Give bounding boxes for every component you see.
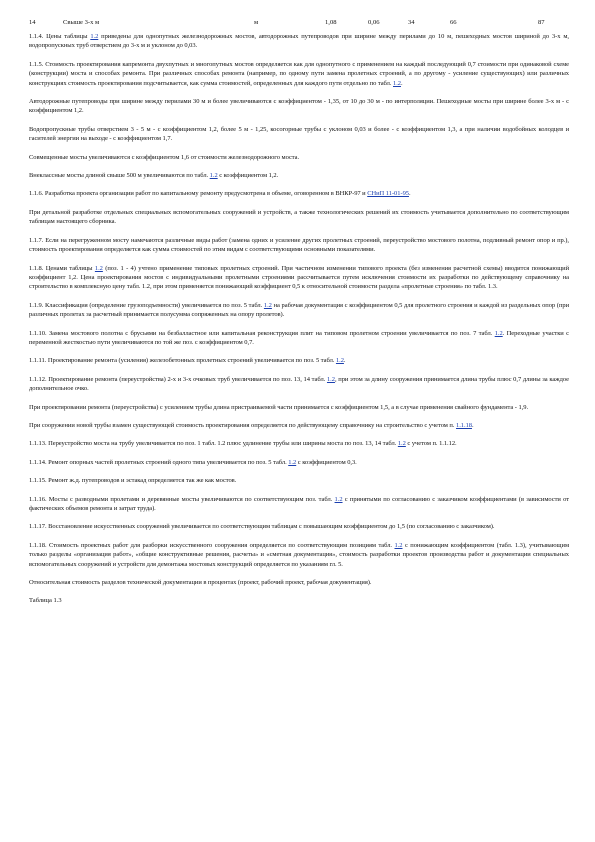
paragraph-text: .: [343, 357, 346, 365]
paragraph-text: При проектировании ремонта (переустройства) с усилением трубы длина пристраиваемой части принимается с коэффициентом 1,5, а в случае применения свайного фундамента - 1,9.: [29, 403, 529, 411]
paragraph-text: , при этом за длину сооружения принимается длина трубы плюс 0,7 длины за каждое дополнительное очко.: [29, 375, 569, 393]
paragraph-text: 1.1.7. Если на перегруженном мосту намечаются различные виды работ (замена одних и усиление других пролетных строений, переустройство мостового полотна, подливный ремонт опор и пр.), стоимость проектирования определяется как сумма стоимостей по этим видам с соответствующими основными показателями.: [29, 236, 569, 254]
paragraph: [29, 375, 569, 394]
paragraph-text: При детальной разработке отдельных специальных вспомогательных сооружений и устройств, а также технологических решений их стоимость учитывается дополнительно по соответствующим таблицам настоящего сборника.: [29, 208, 569, 226]
table-cell: Свыше 3-х м: [63, 19, 100, 26]
paragraph-text: Внеклассные мосты длиной свыше 500 м увеличиваются по табл.: [29, 172, 210, 180]
paragraph-text: 1.1.15. Ремонт ж.д. путепроводов и эстакад определяется так же как мостов.: [29, 477, 237, 485]
paragraph-text: 1.1.9. Классификация (определение грузоподъемности) увеличивается по поз. 5 табл.: [29, 301, 264, 309]
paragraph: [29, 356, 569, 365]
table-cell: 1,08: [325, 19, 337, 26]
link[interactable]: 1.2: [94, 264, 103, 272]
paragraph-text: на рабочая документация с коэффициентом 0,5 для пролетного строения и каждой из раздельных опор (при различных пролетах за расчетный принимается полусумма сопряженных на опору пролетов).: [29, 301, 570, 319]
table-cell: м: [254, 19, 259, 26]
link[interactable]: 1.2: [393, 79, 401, 87]
table-cell: 34: [408, 19, 415, 26]
paragraph: [29, 32, 569, 51]
paragraph: [29, 189, 569, 198]
paragraph: [29, 97, 569, 116]
link[interactable]: 1.2: [90, 33, 99, 40]
paragraph: [29, 236, 569, 255]
paragraph-text: 1.1.18. Стоимость проектных работ для разборки искусственного сооружения определяется по соответствующим позициям табл.: [29, 541, 395, 549]
paragraph-text: 1.1.6. Разработка проекта организации работ по капитальному ремонту предусмотрена в объеме, оговоренном в ВНКР-97 и: [29, 190, 368, 198]
paragraph-text: При сооружении новой трубы взамен существующей стоимость проектирования определяется по действующему справочнику на строительство с учетом п.: [29, 421, 457, 429]
paragraph-text: 1.1.12. Проектирование ремонта (переустройства) 2-х и 3-х очковых труб увеличивается по поз. 13, 14 табл.: [29, 375, 327, 383]
paragraph: [29, 301, 569, 320]
paragraph: [29, 439, 569, 448]
link[interactable]: 1.2: [394, 541, 403, 549]
paragraph-text: (поз. 1 - 4) учтено применение типовых пролетных строений. При частичном изменении типового проекта (без изменения расчетной схемы) вводится понижающий коэффициент 1,2. Цена проектирования мостов с индивидуальными пролетными строениями рассчитывается путем исключения стоимости их разработки по действующему справочнику на строительство в комплексную цену табл. 1.2, при этом применяется понижающий коэффициент 0,5 к относительной стоимости раздела «пролетные строения» по табл. 1.3.: [29, 264, 570, 291]
paragraph-text: с учетом п. 1.1.12.: [405, 440, 457, 448]
paragraph-text: 1.1.10. Замена мостового полотна с брусьями на безбалластное или капитальная реконструкция плит на типовом пролетном строении увеличивается по поз. 7 табл.: [29, 329, 495, 337]
paragraph-text: 1.1.17. Восстановление искусственных сооружений увеличивается по соответствующим таблицам с повышающим коэффициентом до 1,5 (по согласованию с заказчиком).: [29, 523, 495, 531]
paragraph-text: Автодорожные путепроводы при ширине между перилами 30 м и более увеличиваются с коэффициентом - 1,35, от 10 до 30 м - по интерполяции. Пешеходные мосты при ширине более 3-х м - с коэффициентом 1,2.: [29, 98, 569, 115]
paragraph-text: Водопропускные трубы отверстием 3 - 5 м - с коэффициентом 1,2, более 5 м - 1,25, косогорные трубы с уклоном 0,03 и более - с коэффициентом 1,3, а при наличии водобойных колодцев и гасителей энергии на выходе - с коэффициентом 1,7.: [29, 125, 569, 143]
paragraph-text: . Переходные участки с переменной жесткостью пути увеличиваются по той же поз. с коэффициентом 0,7.: [29, 329, 569, 346]
link[interactable]: СНиП 11-01-95: [367, 190, 409, 198]
paragraph-text: 1.1.11. Проектирование ремонта (усиления) железобетонных пролетных строений увеличивается по поз. 5 табл.: [29, 357, 336, 365]
link[interactable]: 1.1.18: [456, 421, 472, 429]
paragraph: [29, 125, 569, 144]
paragraph: [29, 153, 569, 162]
paragraph-text: с понижающим коэффициентом (табл. 1.3), учитывающим только разделы «организация работ», «общие конструктивные решения, расчеты» и «сметная документация», стоимость разработки проектов производства работ и документации специальных вспомогательных сооружений и устройств для демонтажа мостовых конструкций определяется по указаниям гл. 5.: [29, 541, 570, 568]
link[interactable]: 1.2: [263, 301, 272, 309]
link[interactable]: 1.2: [288, 458, 297, 466]
paragraph-text: .: [471, 421, 474, 429]
link[interactable]: 1.2: [326, 375, 335, 383]
paragraph: [29, 458, 569, 467]
table-cell: 0,06: [368, 19, 380, 26]
paragraph-text: с принятыми по согласованию с заказчиком коэффициентами (в зависимости от фактических объемов ремонта и затрат труда).: [29, 495, 570, 512]
paragraph: [29, 171, 569, 180]
paragraph: [29, 476, 569, 485]
table-cell: 87: [538, 19, 545, 26]
paragraph-text: 1.1.16. Мосты с разводными пролетами и деревянные мосты увеличиваются по соответствующим поз. табл.: [29, 495, 335, 503]
paragraph: [29, 403, 569, 412]
paragraph: [29, 329, 569, 348]
paragraph-text: 1.1.14. Ремонт опорных частей пролетных строений одного типа увеличивается по поз. 5 табл.: [29, 458, 289, 466]
paragraph: [29, 495, 569, 514]
paragraph: [29, 541, 569, 569]
paragraph-text: приведены для однопутных железнодорожных мостов, автодорожных путепроводов при ширине между перилами до 10 м, пешеходных мостов шириной до 3-х м, водопропускных труб отверстием до 3-х м и уклоном до 0,03.: [29, 33, 569, 50]
paragraph-text: с коэффициентом 0,3.: [296, 458, 357, 466]
link[interactable]: 1.2: [334, 495, 343, 503]
table-cell: 14: [29, 19, 36, 26]
paragraph-text: .: [400, 79, 403, 87]
paragraph-text: Совмещенные мосты увеличиваются с коэффициентом 1,6 от стоимости железнодорожного моста.: [29, 153, 300, 161]
paragraph: [29, 578, 569, 587]
paragraph: [29, 60, 569, 88]
paragraph-text: 1.1.8. Ценами таблицы: [29, 264, 95, 272]
document-page: [29, 18, 569, 606]
paragraph-text: 1.1.4. Цены таблицы: [29, 33, 91, 40]
link[interactable]: 1.2: [494, 329, 503, 337]
link[interactable]: 1.2: [209, 172, 218, 180]
paragraph-text: 1.1.13. Переустройство моста на трубу увеличивается по поз. 1 табл. 1.2 плюс удлинение трубы или ширины моста по поз. 13, 14 табл.: [29, 440, 398, 448]
paragraph-text: 1.1.5. Стоимость проектирования капремонта двухпутных и многопутных мостов определяется как для однопутного с применением на каждый последующий 0,7 стоимости при одинаковой схеме (конструкции) моста и способах ремонта. При различных способах ремонта (например, по одному пути замена пролетных строений, а по другому - усиление существующих) или различных конструкциях стоимость проектирования подсчитывается, как сумма стоимостей, определенных для каждого пути отдельно по табл.: [29, 60, 569, 87]
paragraph: [29, 208, 569, 227]
paragraph-text: .: [408, 190, 411, 198]
table-cell: 66: [450, 19, 457, 26]
paragraph: [29, 522, 569, 531]
paragraph-text: с коэффициентом 1,2.: [217, 172, 279, 180]
table-caption: Таблица 1.3: [29, 597, 62, 605]
table-row: [29, 18, 569, 32]
link[interactable]: 1.2: [397, 440, 406, 448]
link[interactable]: 1.2: [335, 357, 344, 365]
paragraph-text: Относительная стоимость разделов технической документации в процентах (проект, рабочий проект, рабочая документация).: [29, 579, 372, 587]
paragraph: [29, 421, 569, 430]
paragraph: [29, 264, 569, 292]
